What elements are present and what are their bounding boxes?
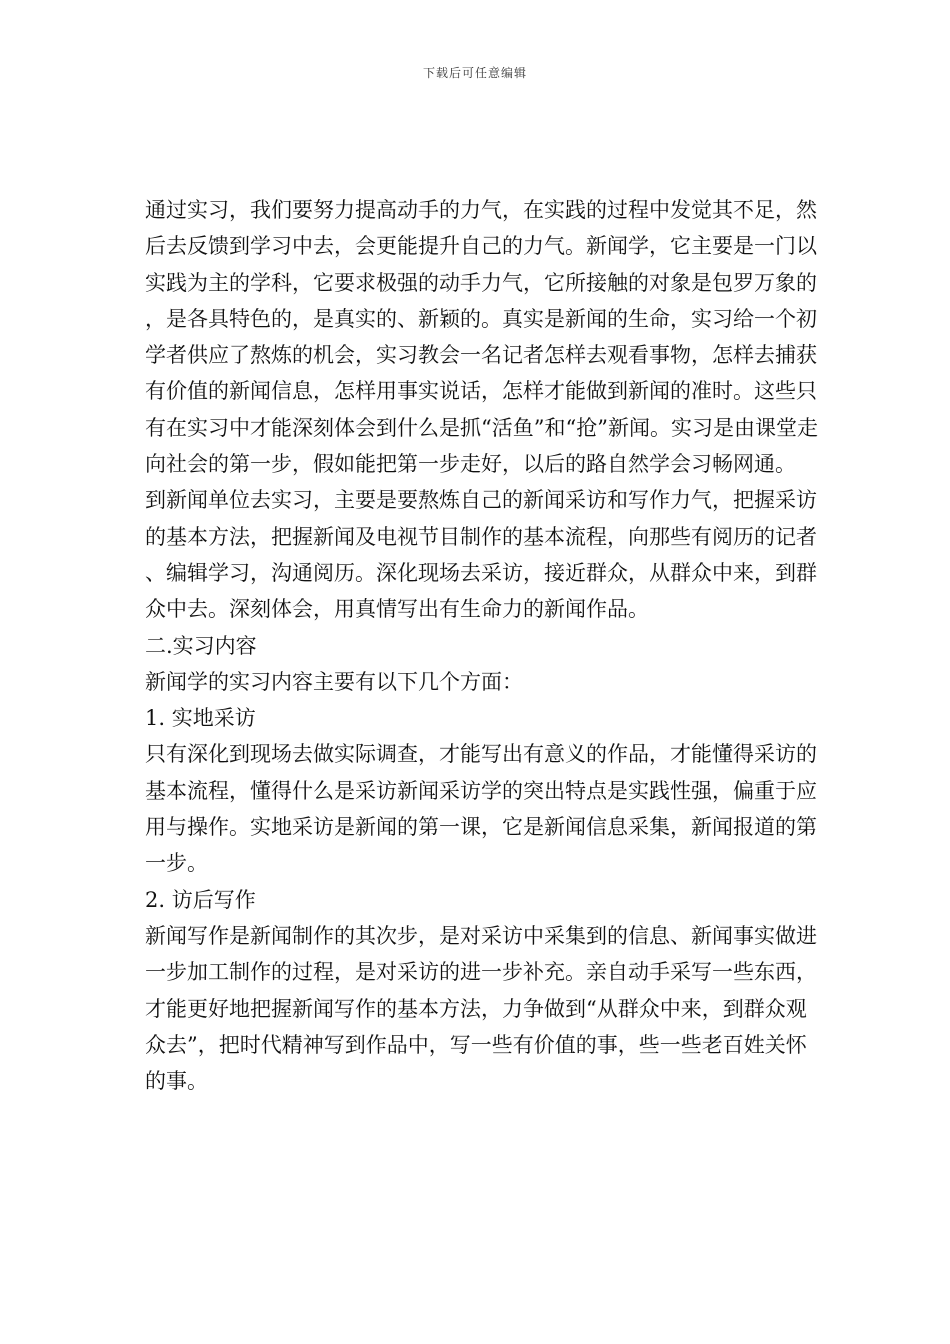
paragraph-internship-purpose: 通过实习，我们要努力提高动手的力气，在实践的过程中发觉其不足，然后去反馈到学习中去，会更能提升自己的力气。新闻学，它主要是一门以实践为主的学科，它要求极强的动手力气，它所接触的对象是包罗万象的，是各具特色的，是真实的、新颖的。真实是新闻的生命，实习给一个初学者供应了熬炼的机会，实习教会一名记者怎样去观看事物，怎样去捕获有价值的新闻信息，怎样用事实说话，怎样才能做到新闻的准时。这些只有在实习中才能深刻体会到什么是抓“活鱼”和“抢”新闻。实习是由课堂走向社会的第一步，假如能把第一步走好，以后的路自然学会习畅网通。 [145,198,818,477]
page-header: 下载后可任意编辑 [422,66,527,80]
paragraph-content-intro: 新闻学的实习内容主要有以下几个方面： [145,669,523,694]
paragraph-newsroom-internship: 到新闻单位去实习，主要是要熬炼自己的新闻采访和写作力气，把握采访的基本方法，把握新闻及电视节目制作的基本流程，向那些有阅历的记者、编辑学习，沟通阅历。深化现场去采访，接近群众，从群众中来，到群众中去。深刻体会，用真情写出有生命力的新闻作品。 [145,488,817,622]
subheading-field-interview: 1. 实地采访 [145,706,256,731]
subheading-post-interview-writing: 2. 访后写作 [145,887,256,912]
paragraph-post-interview-writing: 新闻写作是新闻制作的其次步，是对采访中采集到的信息、新闻事实做进一步加工制作的过程，是对采访的进一步补充。亲自动手采写一些东西，才能更好地把握新闻写作的基本方法，力争做到“从群众中来，到群众观众去”，把时代精神写到作品中，写一些有价值的事，些一些老百姓关怀的事。 [145,923,817,1094]
paragraph-field-interview: 只有深化到现场去做实际调查，才能写出有意义的作品，才能懂得采访的基本流程，懂得什么是采访新闻采访学的突出特点是实践性强，偏重于应用与操作。实地采访是新闻的第一课，它是新闻信息采集，新闻报道的第一步。 [145,742,817,876]
section-heading-internship-content: 二.实习内容 [145,633,257,658]
document-body [145,192,825,1099]
